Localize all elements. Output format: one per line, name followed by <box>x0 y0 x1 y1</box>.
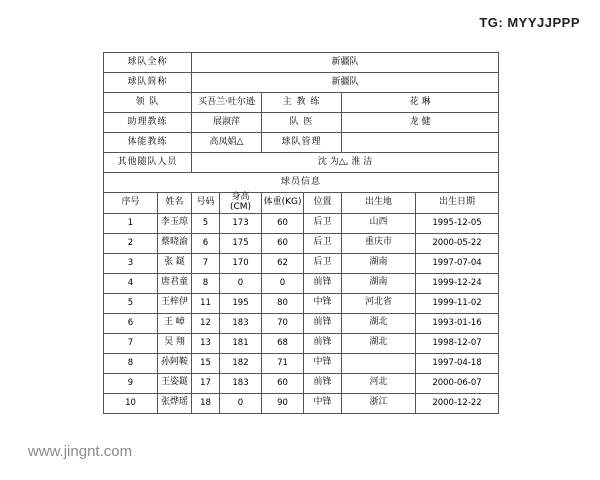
label-short-name: 球队简称 <box>104 73 192 93</box>
info-row-assistant-doctor <box>104 113 499 133</box>
player-birthdate: 2000-06-07 <box>416 373 499 393</box>
player-birthplace: 河北 <box>342 373 416 393</box>
column-header-no: 序号 <box>104 193 158 214</box>
info-row-leader-headcoach <box>104 93 499 113</box>
player-height: 182 <box>220 353 262 373</box>
info-row-full-name <box>104 53 499 73</box>
value-fitness-coach: 高凤娟△ <box>192 133 262 153</box>
player-birthdate: 1995-12-05 <box>416 213 499 233</box>
player-name: 蔡晓渝 <box>158 233 192 253</box>
player-weight: 60 <box>262 213 304 233</box>
player-height: 175 <box>220 233 262 253</box>
player-number: 5 <box>192 213 220 233</box>
info-row-fitness-manager <box>104 133 499 153</box>
label-full-name: 球队全称 <box>104 53 192 73</box>
table-row <box>104 393 499 413</box>
player-name: 张烨瑶 <box>158 393 192 413</box>
player-number: 13 <box>192 333 220 353</box>
value-other-staff: 沈 为△, 淮 洁 <box>192 153 499 173</box>
player-number: 12 <box>192 313 220 333</box>
players-column-header-row <box>104 193 499 214</box>
column-header-name: 姓名 <box>158 193 192 214</box>
player-birthplace: 湖北 <box>342 313 416 333</box>
player-weight: 60 <box>262 373 304 393</box>
telegram-watermark: TG: MYYJJPPP <box>467 10 592 36</box>
player-birthplace: 湖南 <box>342 253 416 273</box>
player-height: 170 <box>220 253 262 273</box>
column-header-birthplace: 出生地 <box>342 193 416 214</box>
label-leader: 领 队 <box>104 93 192 113</box>
info-row-other-staff <box>104 153 499 173</box>
player-weight: 80 <box>262 293 304 313</box>
player-position: 中锋 <box>304 293 342 313</box>
player-number: 6 <box>192 233 220 253</box>
player-no: 5 <box>104 293 158 313</box>
column-header-birthdate: 出生日期 <box>416 193 499 214</box>
table-row <box>104 373 499 393</box>
label-assistant-coach: 助理教练 <box>104 113 192 133</box>
table-row <box>104 293 499 313</box>
info-row-short-name <box>104 73 499 93</box>
label-head-coach: 主 教 练 <box>262 93 342 113</box>
label-team-manager: 球队管理 <box>262 133 342 153</box>
player-birthdate: 2000-12-22 <box>416 393 499 413</box>
player-position: 前锋 <box>304 313 342 333</box>
value-short-name: 新疆队 <box>192 73 499 93</box>
player-birthdate: 2000-05-22 <box>416 233 499 253</box>
player-birthdate: 1999-12-24 <box>416 273 499 293</box>
value-leader: 买吾兰·吐尔逊 <box>192 93 262 113</box>
player-height: 181 <box>220 333 262 353</box>
table-row <box>104 353 499 373</box>
table-row <box>104 333 499 353</box>
table-row <box>104 313 499 333</box>
player-weight: 62 <box>262 253 304 273</box>
player-birthplace: 河北省 <box>342 293 416 313</box>
player-birthplace <box>342 353 416 373</box>
player-name: 吴 翔 <box>158 333 192 353</box>
player-position: 中锋 <box>304 353 342 373</box>
player-birthdate: 1999-11-02 <box>416 293 499 313</box>
site-watermark: www.jingnt.com <box>0 430 160 472</box>
player-birthplace: 重庆市 <box>342 233 416 253</box>
player-name: 李玉琼 <box>158 213 192 233</box>
player-weight: 68 <box>262 333 304 353</box>
label-other-staff: 其他随队人员 <box>104 153 192 173</box>
player-height: 195 <box>220 293 262 313</box>
table-row <box>104 233 499 253</box>
players-section-title: 球员信息 <box>104 173 499 193</box>
player-weight: 71 <box>262 353 304 373</box>
players-section-header <box>104 173 499 193</box>
column-header-position: 位置 <box>304 193 342 214</box>
player-no: 6 <box>104 313 158 333</box>
value-team-manager <box>342 133 499 153</box>
label-team-doctor: 队 医 <box>262 113 342 133</box>
player-no: 3 <box>104 253 158 273</box>
table-row <box>104 213 499 233</box>
player-no: 7 <box>104 333 158 353</box>
player-no: 4 <box>104 273 158 293</box>
player-height: 0 <box>220 273 262 293</box>
player-number: 7 <box>192 253 220 273</box>
player-weight: 70 <box>262 313 304 333</box>
value-team-doctor: 龙 健 <box>342 113 499 133</box>
player-number: 15 <box>192 353 220 373</box>
player-no: 9 <box>104 373 158 393</box>
player-no: 2 <box>104 233 158 253</box>
player-birthplace: 湖南 <box>342 273 416 293</box>
player-birthdate: 1993-01-16 <box>416 313 499 333</box>
player-name: 王姿鎹 <box>158 373 192 393</box>
player-number: 17 <box>192 373 220 393</box>
player-position: 后卫 <box>304 253 342 273</box>
player-no: 1 <box>104 213 158 233</box>
player-name: 唐君童 <box>158 273 192 293</box>
table-row <box>104 253 499 273</box>
team-roster-document <box>103 52 498 414</box>
player-number: 11 <box>192 293 220 313</box>
player-weight: 0 <box>262 273 304 293</box>
player-height: 183 <box>220 373 262 393</box>
player-position: 后卫 <box>304 213 342 233</box>
player-number: 8 <box>192 273 220 293</box>
player-position: 中锋 <box>304 393 342 413</box>
player-name: 张 鎹 <box>158 253 192 273</box>
player-position: 前锋 <box>304 373 342 393</box>
value-head-coach: 花 琳 <box>342 93 499 113</box>
player-height: 173 <box>220 213 262 233</box>
player-height: 183 <box>220 313 262 333</box>
player-birthplace: 浙江 <box>342 393 416 413</box>
player-birthplace: 湖北 <box>342 333 416 353</box>
table-row <box>104 273 499 293</box>
player-number: 18 <box>192 393 220 413</box>
player-name: 王梓伊 <box>158 293 192 313</box>
player-birthplace: 山西 <box>342 213 416 233</box>
player-birthdate: 1998-12-07 <box>416 333 499 353</box>
player-position: 前锋 <box>304 333 342 353</box>
player-weight: 90 <box>262 393 304 413</box>
column-header-weight: 体重(KG) <box>262 193 304 214</box>
player-position: 前锋 <box>304 273 342 293</box>
column-header-number: 号码 <box>192 193 220 214</box>
player-height: 0 <box>220 393 262 413</box>
value-full-name: 新疆队 <box>192 53 499 73</box>
roster-table <box>103 52 499 414</box>
player-birthdate: 1997-07-04 <box>416 253 499 273</box>
value-assistant-coach: 展淑萍 <box>192 113 262 133</box>
player-name: 孙阿鞍 <box>158 353 192 373</box>
player-position: 后卫 <box>304 233 342 253</box>
column-header-height: 身高(CM) <box>220 193 262 214</box>
player-weight: 60 <box>262 233 304 253</box>
player-name: 王 嶂 <box>158 313 192 333</box>
label-fitness-coach: 体能教练 <box>104 133 192 153</box>
player-birthdate: 1997-04-18 <box>416 353 499 373</box>
player-no: 8 <box>104 353 158 373</box>
player-no: 10 <box>104 393 158 413</box>
